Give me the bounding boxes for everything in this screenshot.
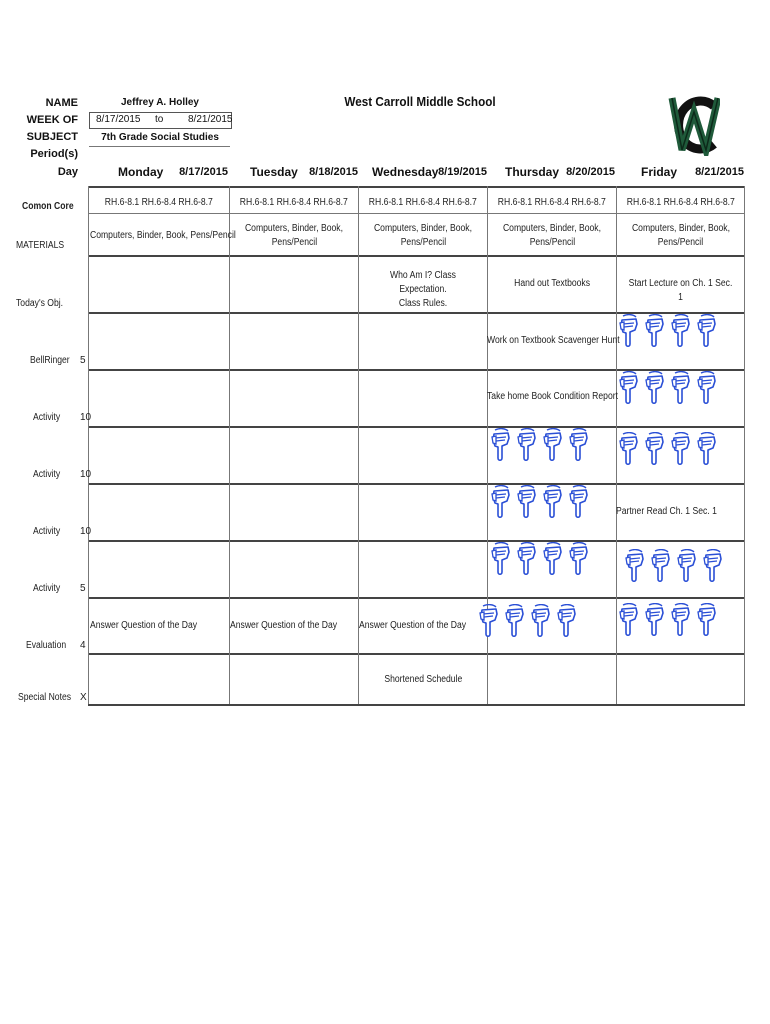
day-name-mon: Monday [118,165,164,179]
day-name-wed: Wednesday [372,165,439,179]
grid-vline [616,186,617,704]
day-name-tue: Tuesday [250,165,298,179]
grid-line [88,540,745,542]
row-num-evaluation: 4 [80,640,86,651]
school-logo-icon [668,92,720,156]
subject-underline [89,146,230,147]
pointing-hand-icon [618,371,640,405]
pointing-hand-icon [556,604,578,638]
pointing-hand-icon [644,432,666,466]
core-cell-wed: RH.6-8.1 RH.6-8.4 RH.6-8.7 [368,197,478,208]
day-date-fri: 8/21/2015 [695,166,744,178]
name-label: NAME [45,97,78,109]
objective-cell-thu: Hand out Textbooks [514,278,590,289]
row-num-special-notes: X [80,692,87,703]
objective-cell-fri: Start Lecture on Ch. 1 Sec. 1 [628,278,733,303]
activity3-cell-fri: Partner Read Ch. 1 Sec. 1 [616,506,717,517]
day-name-thu: Thursday [505,165,560,179]
pointing-hand-icon [618,432,640,466]
pointing-hand-icon [516,542,538,576]
evaluation-cell-mon: Answer Question of the Day [90,620,198,631]
pointing-hand-icon [644,371,666,405]
teacher-name: Jeffrey A. Holley [121,97,199,108]
day-name-fri: Friday [641,165,678,179]
pointing-hand-icon [670,603,692,637]
grid-vline [744,186,745,704]
pointing-hand-icon [696,314,718,348]
pointing-hand-icon [516,428,538,462]
week-end: 8/21/2015 [188,114,233,125]
grid-line [88,255,745,257]
pointing-hand-icon [618,314,640,348]
pointing-hand-icon [696,603,718,637]
grid-line [88,597,745,599]
row-label-activity-4: Activity [33,583,61,594]
row-num-activity-1: 10 [80,412,92,423]
pointing-hand-icon [644,314,666,348]
day-date-thu: 8/20/2015 [566,166,615,178]
pointing-hand-icon [490,485,512,519]
row-label-activity-2: Activity [33,469,61,480]
row-label-objective: Today's Obj. [16,298,64,309]
pointing-hand-icon [568,428,590,462]
row-num-activity-2: 10 [80,469,92,480]
day-date-wed: 8/19/2015 [438,166,487,178]
grid-line [88,426,745,428]
pointing-hand-icon [542,428,564,462]
activity1-cell-thu: Take home Book Condition Report [487,391,618,402]
objective-cell-wed: Who Am I? Class Expectation. Class Rules. [390,270,456,309]
materials-cell-tue: Computers, Binder, Book, Pens/Pencil [244,223,343,248]
row-num-activity-4: 5 [80,583,86,594]
row-label-materials: MATERIALS [16,240,65,251]
pointing-hand-icon [568,542,590,576]
pointing-hand-icon [568,485,590,519]
notes-cell-wed: Shortened Schedule [384,674,462,685]
pointing-hand-icon [542,485,564,519]
grid-line [88,213,745,214]
week-start: 8/17/2015 [96,114,141,125]
pointing-hand-icon [516,485,538,519]
grid-line [88,653,745,655]
core-cell-tue: RH.6-8.1 RH.6-8.4 RH.6-8.7 [239,197,349,208]
row-label-activity-3: Activity [33,526,61,537]
row-num-activity-3: 10 [80,526,92,537]
subject-label: SUBJECT [26,131,78,143]
core-cell-mon: RH.6-8.1 RH.6-8.4 RH.6-8.7 [104,197,214,208]
pointing-hand-icon [676,549,698,583]
evaluation-cell-wed: Answer Question of the Day [359,620,467,631]
pointing-hand-icon [504,604,526,638]
core-cell-fri: RH.6-8.1 RH.6-8.4 RH.6-8.7 [626,197,735,208]
school-title: West Carroll Middle School [344,94,496,109]
row-num-bellringer: 5 [80,355,86,366]
weekof-label: WEEK OF [26,114,78,126]
pointing-hand-icon [542,542,564,576]
pointing-hand-icon [670,432,692,466]
materials-cell-mon: Computers, Binder, Book, Pens/Pencil [90,230,236,241]
pointing-hand-icon [644,603,666,637]
core-cell-thu: RH.6-8.1 RH.6-8.4 RH.6-8.7 [497,197,607,208]
materials-cell-thu: Computers, Binder, Book, Pens/Pencil [502,223,601,248]
pointing-hand-icon [670,314,692,348]
periods-label: Period(s) [30,148,78,160]
grid-line [88,704,745,706]
pointing-hand-icon [618,603,640,637]
pointing-hand-icon [530,604,552,638]
week-to: to [155,114,164,125]
pointing-hand-icon [478,604,500,638]
pointing-hand-icon [624,549,646,583]
row-label-special-notes: Special Notes [18,692,72,703]
pointing-hand-icon [696,432,718,466]
materials-cell-fri: Computers, Binder, Book, Pens/Pencil [631,223,730,248]
pointing-hand-icon [490,542,512,576]
pointing-hand-icon [702,549,724,583]
materials-cell-wed: Computers, Binder, Book, Pens/Pencil [373,223,472,248]
bellringer-cell-thu: Work on Textbook Scavenger Hunt [487,335,620,346]
row-label-evaluation: Evaluation [26,640,67,651]
grid-line [88,483,745,485]
pointing-hand-icon [650,549,672,583]
subject-value: 7th Grade Social Studies [101,132,219,143]
row-label-core: Comon Core [22,201,74,212]
row-label-bellringer: BellRinger [30,355,70,366]
day-date-mon: 8/17/2015 [179,166,228,178]
day-date-tue: 8/18/2015 [309,166,358,178]
grid-line [88,186,745,188]
day-label: Day [57,166,78,178]
pointing-hand-icon [696,371,718,405]
row-label-activity-1: Activity [33,412,61,423]
pointing-hand-icon [670,371,692,405]
pointing-hand-icon [490,428,512,462]
grid-vline [88,186,89,704]
evaluation-cell-tue: Answer Question of the Day [230,620,338,631]
